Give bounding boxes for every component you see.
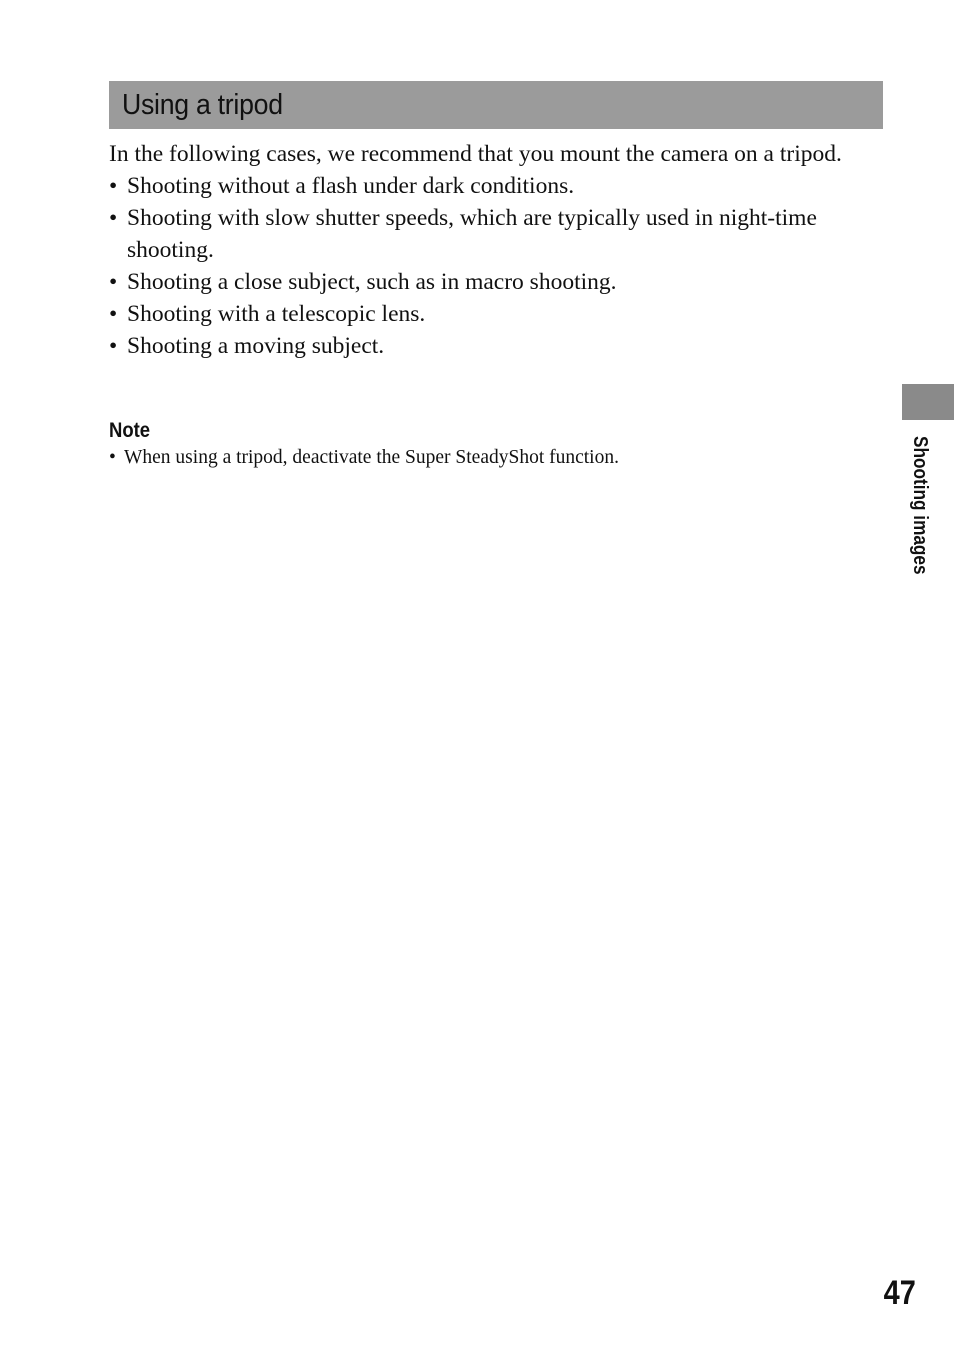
- note-item-text: When using a tripod, deactivate the Super SteadyShot function.: [124, 447, 619, 468]
- chapter-side-label-text: Shooting images: [909, 436, 931, 575]
- list-item-text: Shooting without a flash under dark conditions.: [127, 173, 575, 199]
- intro-paragraph: In the following cases, we recommend that you mount the camera on a tripod.: [109, 141, 842, 167]
- list-item-text: Shooting with a telescopic lens.: [127, 301, 426, 327]
- section-header-band: [109, 81, 883, 129]
- list-item: [109, 330, 889, 362]
- section-body: [109, 138, 889, 362]
- bullet-icon: •: [109, 333, 118, 359]
- bullet-icon: •: [109, 447, 116, 468]
- note-heading: Note: [109, 419, 151, 442]
- bullet-icon: •: [109, 205, 118, 231]
- list-item-text: Shooting with slow shutter speeds, which are typically used in night-time shooting.: [127, 205, 817, 263]
- bullet-icon: •: [109, 301, 118, 327]
- list-item-text: Shooting a close subject, such as in macro shooting.: [127, 269, 617, 295]
- note-item: [109, 446, 889, 470]
- section-title: Using a tripod: [122, 89, 283, 121]
- bullet-icon: •: [109, 269, 118, 295]
- page-number: 47: [883, 1274, 916, 1312]
- list-item: [109, 266, 889, 298]
- list-item: [109, 298, 889, 330]
- recommendation-list: [109, 170, 889, 362]
- note-list: [109, 446, 889, 470]
- chapter-tab-marker: [902, 384, 954, 420]
- bullet-icon: •: [109, 173, 118, 199]
- list-item: [109, 170, 889, 202]
- list-item-text: Shooting a moving subject.: [127, 333, 385, 359]
- list-item: [109, 202, 889, 266]
